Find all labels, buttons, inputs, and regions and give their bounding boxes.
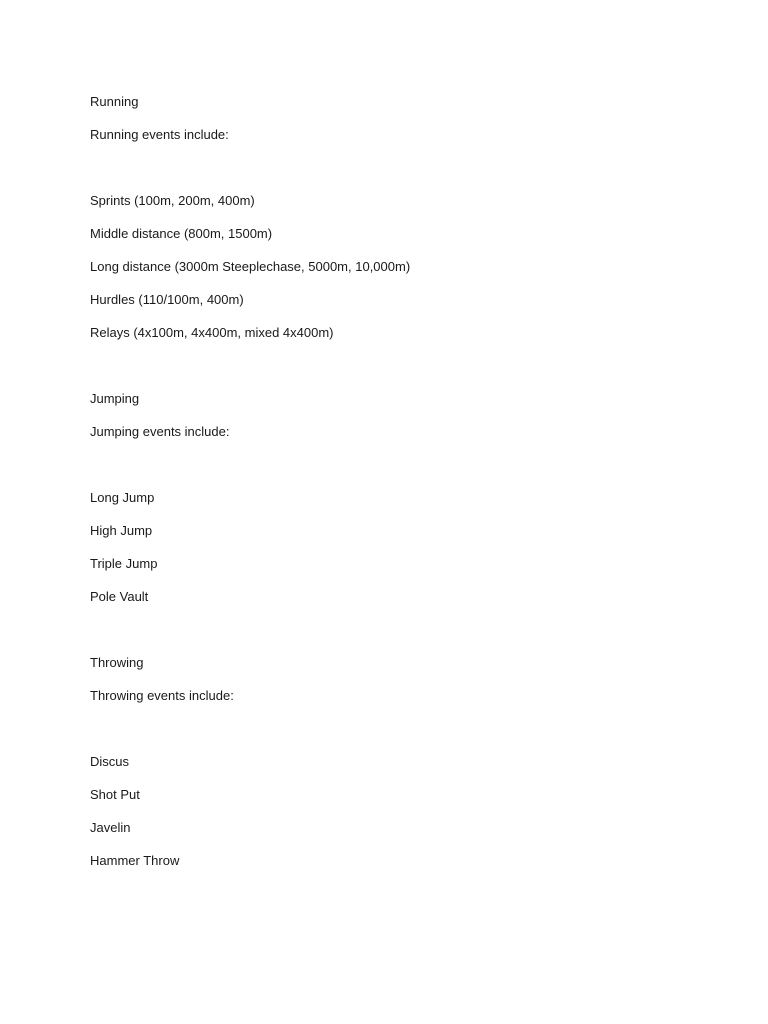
list-item: Middle distance (800m, 1500m) [90,226,273,241]
list-item: Hammer Throw [90,853,180,868]
list-item: Relays (4x100m, 4x400m, mixed 4x400m) [90,325,334,340]
list-item: Javelin [90,820,131,835]
list-item: Hurdles (110/100m, 400m) [90,292,244,307]
list-item: Pole Vault [90,589,149,604]
list-item: Shot Put [90,787,140,802]
list-item: Long distance (3000m Steeplechase, 5000m, 10,000m) [90,259,411,274]
blank-line [90,455,710,475]
list-item: Sprints (100m, 200m, 400m) [90,193,255,208]
list-item: Triple Jump [90,556,158,571]
blank-line [90,719,710,739]
blank-line [90,620,710,640]
blank-line [90,158,710,178]
blank-line [90,356,710,376]
section-intro-throwing: Throwing events include: [90,688,234,703]
list-item: High Jump [90,523,153,538]
section-intro-jumping: Jumping events include: [90,424,230,439]
list-item: Long Jump [90,490,155,505]
section-heading-throwing: Throwing [90,655,144,670]
list-item: Discus [90,754,130,769]
section-heading-running: Running [90,94,139,109]
section-heading-jumping: Jumping [90,391,140,406]
document-page [90,92,710,884]
section-intro-running: Running events include: [90,127,229,142]
